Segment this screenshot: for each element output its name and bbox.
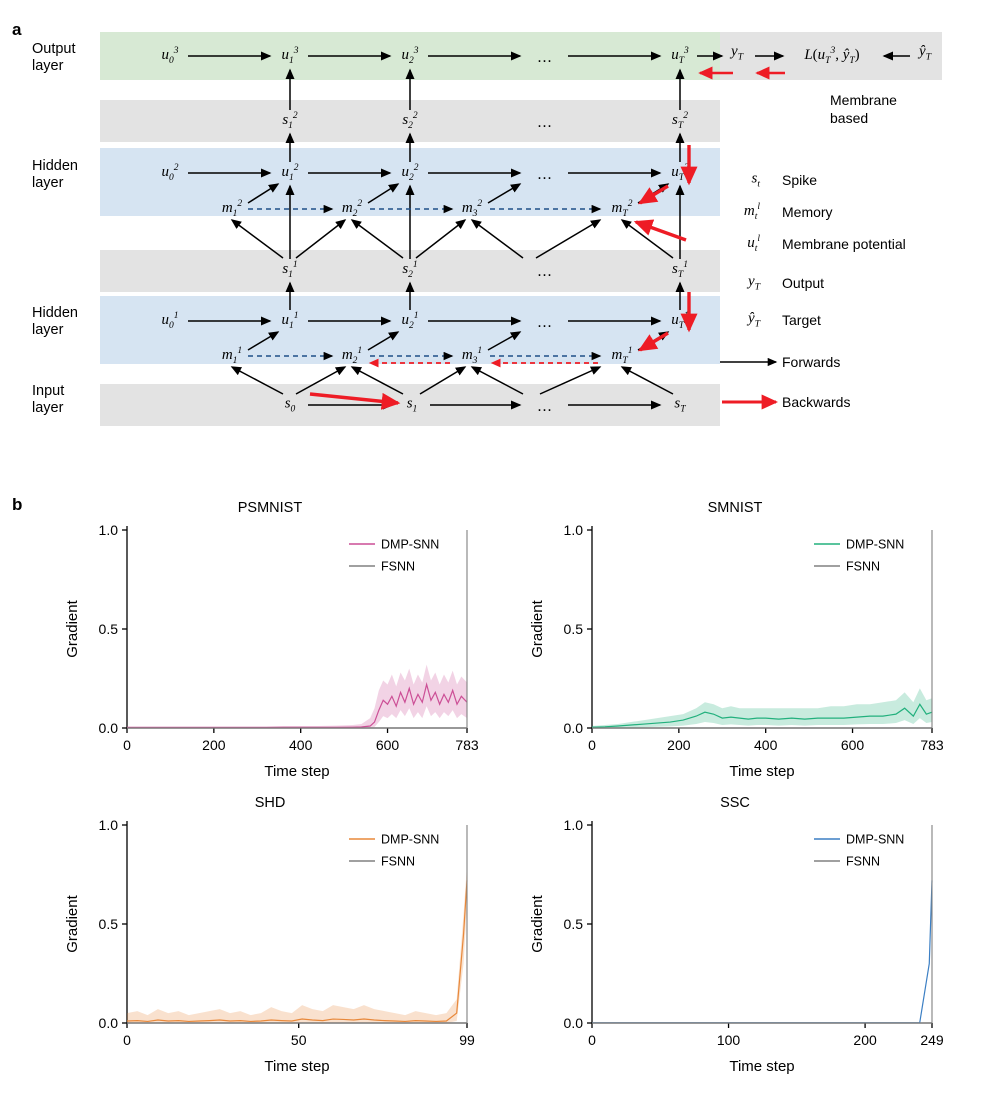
- svg-text:Gradient: Gradient: [64, 600, 81, 658]
- node-u2-3: $u_2^3$: [401, 46, 419, 66]
- svg-text:783: 783: [455, 737, 479, 753]
- legend-symbol-membrane-potential: $u_t^l$: [747, 234, 760, 254]
- chart-ssc: [520, 795, 950, 1085]
- chart-title-shd: SHD: [254, 795, 286, 811]
- node-sT-1: $s_T^1$: [672, 260, 688, 280]
- svg-text:600: 600: [840, 737, 865, 753]
- svg-text:FSNN: FSNN: [381, 559, 416, 574]
- node-uT-1: $u_T^1$: [671, 311, 689, 331]
- legend-symbol-output: $y_T$: [748, 273, 760, 293]
- node-u0-3: $u_0^3$: [161, 46, 179, 66]
- svg-text:1.0: 1.0: [98, 522, 118, 538]
- svg-text:Time step: Time step: [729, 763, 795, 780]
- svg-text:DMP-SNN: DMP-SNN: [381, 537, 440, 552]
- svg-text:0.5: 0.5: [98, 916, 118, 932]
- legend-label-forwards: Forwards: [782, 354, 841, 370]
- chart-psmnist: [55, 500, 485, 790]
- node-mT-2: $m_T^2$: [611, 199, 633, 219]
- legend-label-spike: Spike: [782, 172, 818, 188]
- svg-text:DMP-SNN: DMP-SNN: [846, 537, 905, 552]
- node-mT-1: $m_T^1$: [611, 346, 633, 366]
- panel-a-letter: a: [12, 20, 22, 39]
- svg-text:0: 0: [123, 737, 131, 753]
- node-s0: $s_0$: [284, 395, 296, 415]
- chart-title-ssc: SSC: [720, 795, 750, 811]
- ellipsis-output: ...: [537, 49, 553, 66]
- panel-b-charts: [0, 470, 996, 1095]
- node-m1-2: $m_1^2$: [221, 199, 243, 219]
- legend-symbol-target: $ŷ_T$: [748, 310, 760, 330]
- chart-canvas: [520, 795, 950, 1085]
- svg-text:0.0: 0.0: [98, 1015, 118, 1031]
- node-uT-3: $u_T^3$: [671, 46, 689, 66]
- svg-text:200: 200: [853, 1032, 877, 1048]
- legend-symbol-spike: $s_t$: [751, 170, 760, 190]
- panel-b-letter: b: [12, 495, 23, 514]
- node-m3-1: $m_3^1$: [461, 346, 483, 366]
- svg-text:DMP-SNN: DMP-SNN: [846, 832, 905, 847]
- node-uT-2: $u_T^2$: [671, 163, 689, 183]
- chart-canvas: [520, 500, 950, 790]
- svg-text:Gradient: Gradient: [529, 895, 546, 953]
- svg-text:0: 0: [588, 737, 596, 753]
- node-u0-1: $u_0^1$: [161, 311, 179, 331]
- legend-label-memory: Memory: [782, 204, 833, 220]
- chart-shd: [55, 795, 485, 1085]
- svg-text:400: 400: [289, 737, 313, 753]
- svg-text:0.5: 0.5: [563, 916, 583, 932]
- chart-canvas: [55, 500, 485, 790]
- ellipsis-hidden-2: ...: [537, 166, 553, 183]
- node-loss: $L(u_T^3$, $ŷ_T$): [804, 46, 860, 66]
- node-u2-2: $u_2^2$: [401, 163, 419, 183]
- svg-text:200: 200: [667, 737, 691, 753]
- svg-text:50: 50: [290, 1032, 307, 1048]
- node-u1-2: $u_1^2$: [281, 163, 299, 183]
- svg-text:Time step: Time step: [264, 1058, 330, 1075]
- svg-text:0: 0: [588, 1032, 596, 1048]
- svg-text:0: 0: [123, 1032, 131, 1048]
- svg-text:400: 400: [754, 737, 778, 753]
- node-m2-1: $m_2^1$: [341, 346, 363, 366]
- svg-text:Time step: Time step: [264, 763, 330, 780]
- node-target: $ŷ_T$: [919, 43, 931, 63]
- ellipsis-spike-2: ...: [537, 114, 553, 131]
- svg-text:249: 249: [920, 1032, 944, 1048]
- node-s1-2: $s_1^2$: [282, 111, 298, 131]
- row-label-hidden-2: Hidden layer: [32, 158, 78, 191]
- svg-text:600: 600: [375, 737, 400, 753]
- svg-text:1.0: 1.0: [98, 817, 118, 833]
- chart-title-psmnist: PSMNIST: [237, 500, 303, 516]
- legend-label-backwards: Backwards: [782, 394, 851, 410]
- node-u0-2: $u_0^2$: [161, 163, 179, 183]
- chart-title-smnist: SMNIST: [707, 500, 763, 516]
- node-yT: $y_T$: [731, 43, 743, 63]
- svg-text:0.0: 0.0: [98, 720, 118, 736]
- legend-label-output: Output: [782, 275, 825, 291]
- node-m1-1: $m_1^1$: [221, 346, 243, 366]
- panel-a-diagram: [0, 0, 996, 470]
- svg-text:0.5: 0.5: [563, 621, 583, 637]
- node-u2-1: $u_2^1$: [401, 311, 419, 331]
- ellipsis-hidden-1: ...: [537, 314, 553, 331]
- ellipsis-spike-1: ...: [537, 263, 553, 280]
- node-s2-1: $s_2^1$: [402, 260, 418, 280]
- node-s2-2: $s_2^2$: [402, 111, 418, 131]
- node-u1-1: $u_1^1$: [281, 311, 299, 331]
- node-sT-2: $s_T^2$: [672, 111, 688, 131]
- svg-text:0.5: 0.5: [98, 621, 118, 637]
- svg-text:FSNN: FSNN: [846, 854, 881, 869]
- svg-text:Gradient: Gradient: [529, 600, 546, 658]
- svg-text:100: 100: [716, 1032, 741, 1048]
- node-m2-2: $m_2^2$: [341, 199, 363, 219]
- svg-text:FSNN: FSNN: [846, 559, 881, 574]
- svg-text:1.0: 1.0: [563, 817, 583, 833]
- svg-text:DMP-SNN: DMP-SNN: [381, 832, 440, 847]
- membrane-based-note: Membrane based: [830, 92, 897, 126]
- ellipsis-input: ...: [537, 398, 553, 415]
- svg-text:99: 99: [459, 1032, 475, 1048]
- node-u1-3: $u_1^3$: [281, 46, 299, 66]
- node-m3-2: $m_3^2$: [461, 199, 483, 219]
- node-s1-1: $s_1^1$: [282, 260, 298, 280]
- svg-text:0.0: 0.0: [563, 1015, 583, 1031]
- legend-label-target: Target: [782, 312, 821, 328]
- svg-text:Gradient: Gradient: [64, 895, 81, 953]
- svg-text:200: 200: [202, 737, 226, 753]
- svg-text:1.0: 1.0: [563, 522, 583, 538]
- chart-smnist: [520, 500, 950, 790]
- svg-text:FSNN: FSNN: [381, 854, 416, 869]
- node-sT: $s_T$: [674, 395, 686, 415]
- row-label-input: Input layer: [32, 383, 65, 416]
- row-label-hidden-1: Hidden layer: [32, 305, 78, 338]
- svg-text:783: 783: [920, 737, 944, 753]
- chart-canvas: [55, 795, 485, 1085]
- svg-text:Time step: Time step: [729, 1058, 795, 1075]
- legend-label-membrane-potential: Membrane potential: [782, 236, 906, 252]
- svg-text:0.0: 0.0: [563, 720, 583, 736]
- node-s1: $s_1$: [406, 395, 418, 415]
- legend-symbol-memory: $m_t^l$: [743, 202, 760, 222]
- row-label-output: Output layer: [32, 41, 76, 74]
